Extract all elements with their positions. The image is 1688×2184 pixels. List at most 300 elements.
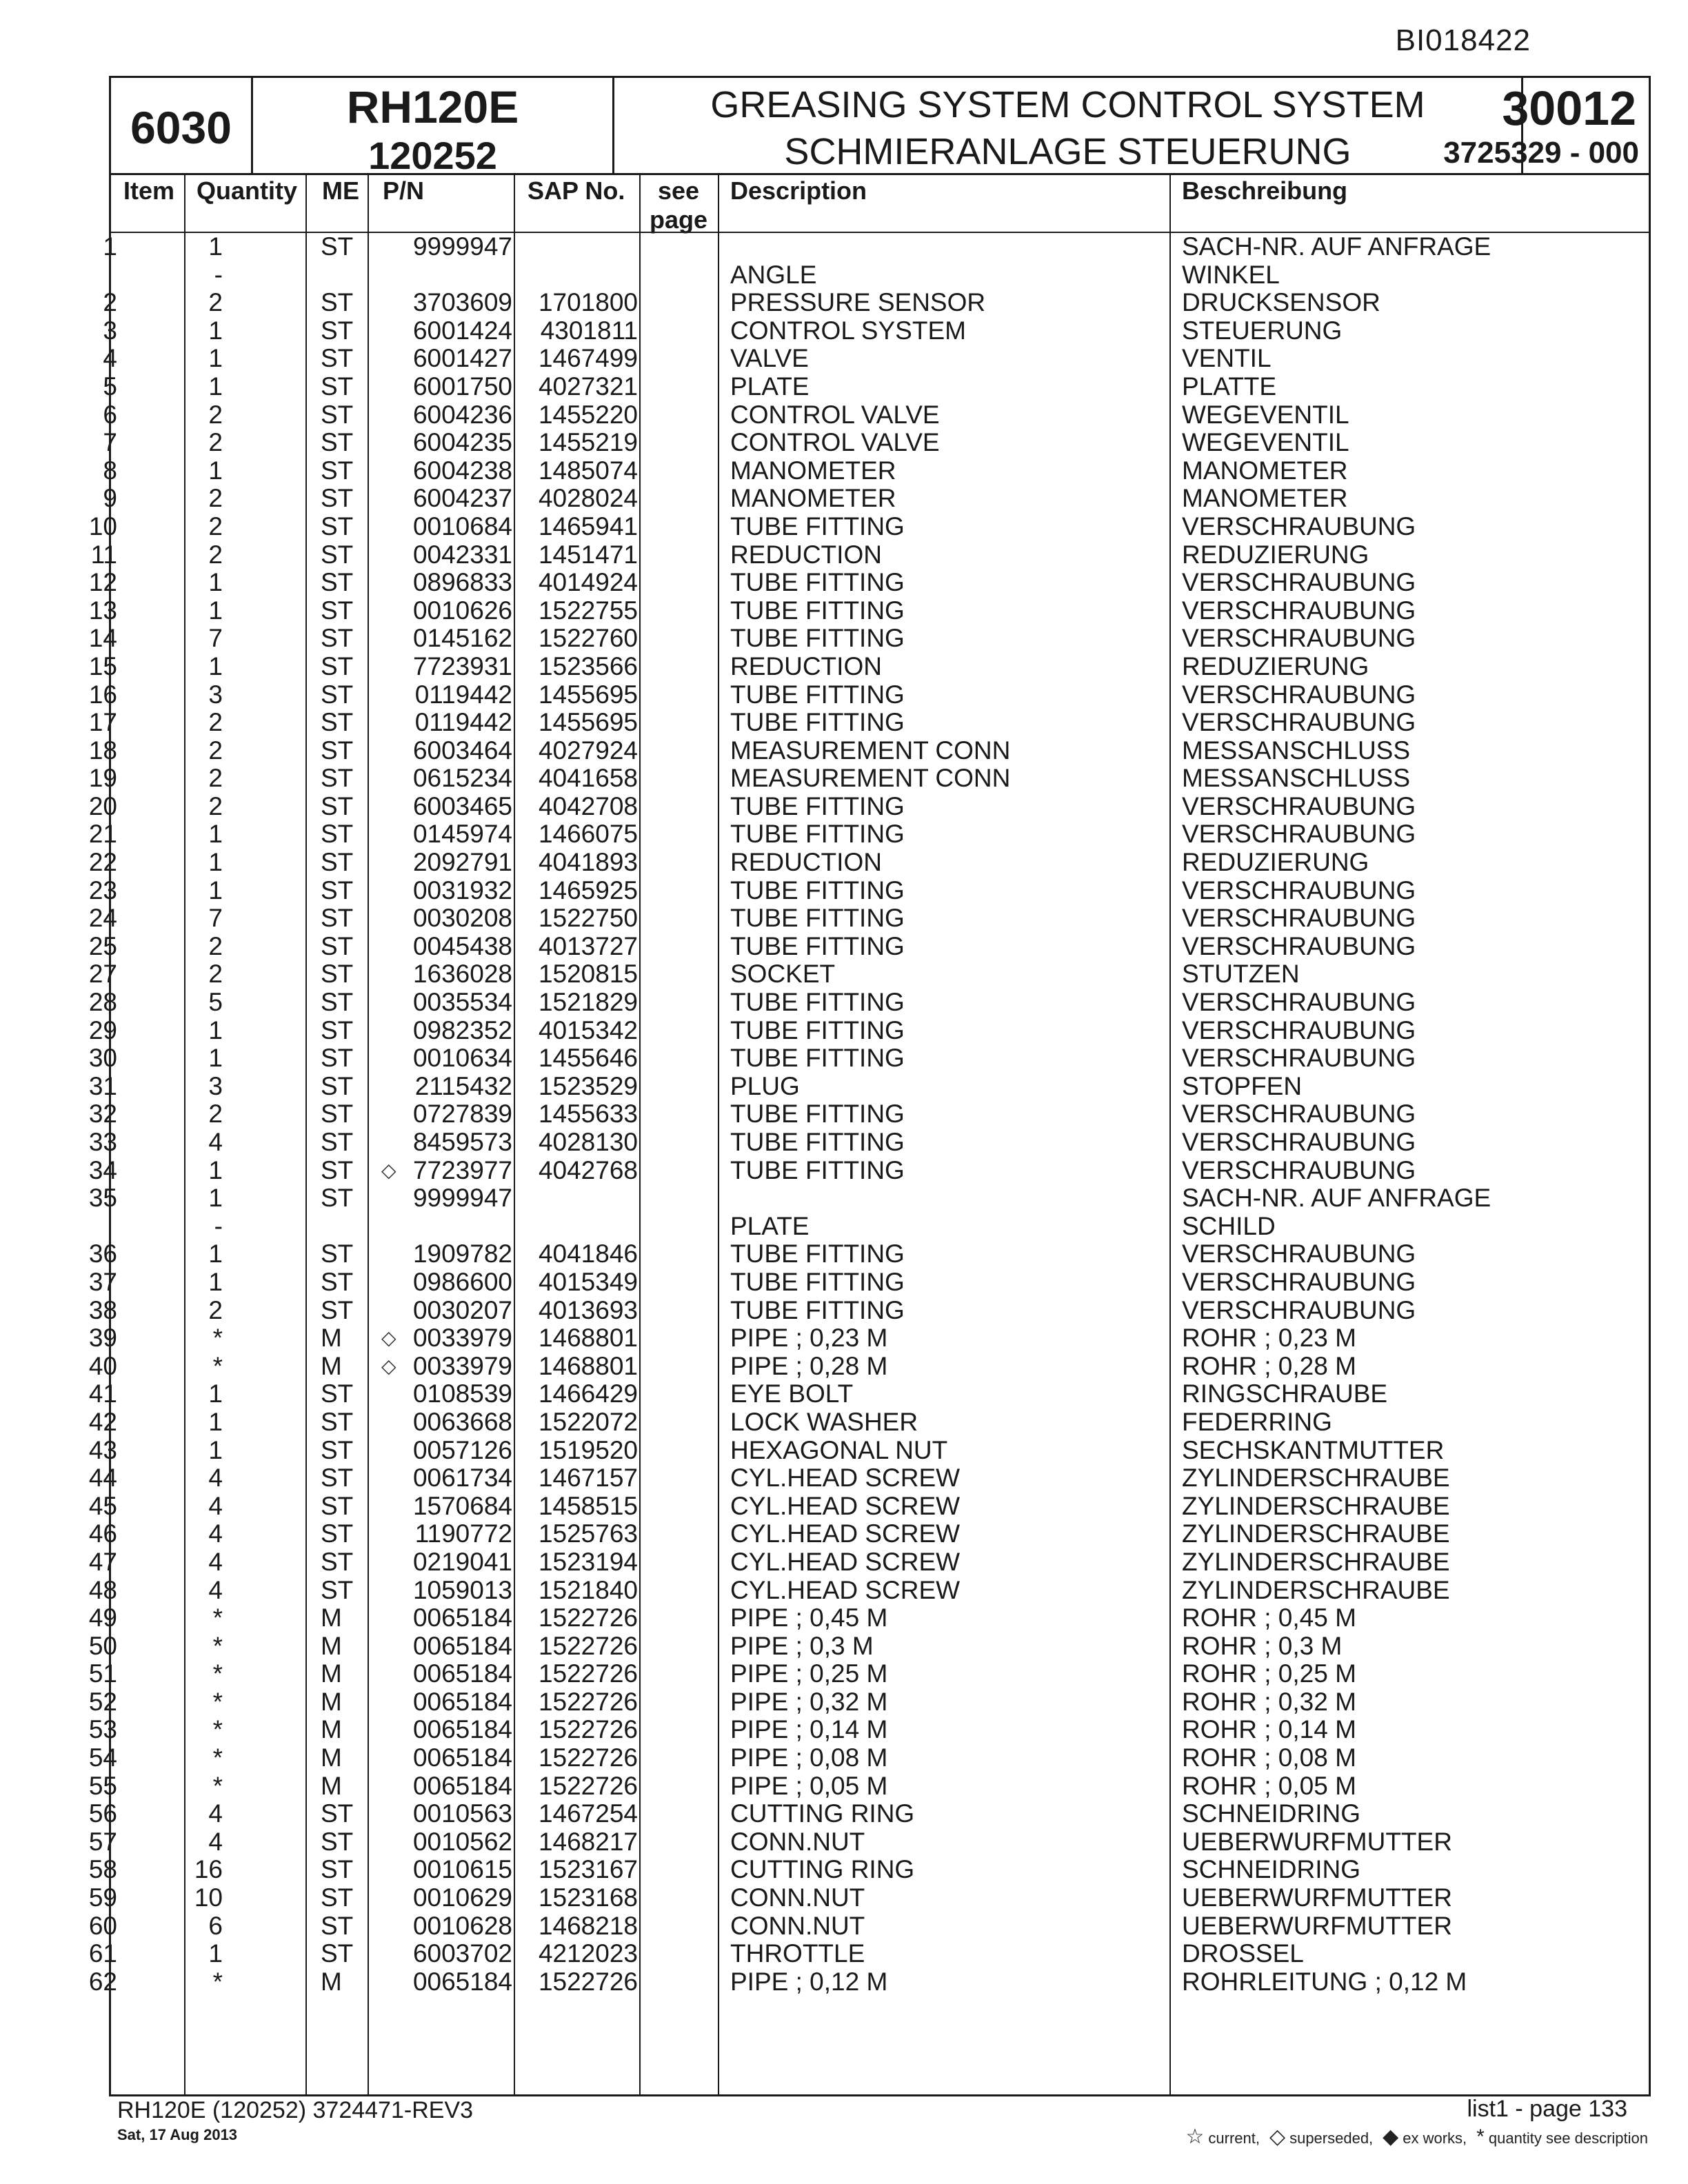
document-id: BI018422 [1395,23,1531,57]
row-item: 59 [88,1883,117,1912]
row-me: ST [321,316,354,345]
table-row [88,1464,1649,1493]
row-sap-number: 1458515 [538,1491,638,1520]
table-row [88,1939,1649,1968]
row-me: M [321,1659,342,1688]
table-row [88,1491,1649,1521]
row-part-number: 0061734 [412,1464,512,1493]
table-row [88,1324,1649,1353]
row-me: ST [321,764,354,793]
row-beschreibung: ROHR ; 0,08 M [1182,1743,1356,1772]
table-row [88,1967,1649,1996]
row-part-number: 9999947 [412,1184,512,1213]
row-item: 60 [88,1911,117,1940]
row-sap-number: 1523194 [538,1547,638,1576]
row-beschreibung: UEBERWURFMUTTER [1182,1827,1452,1856]
row-beschreibung: SCHILD [1182,1211,1276,1240]
table-row [103,372,1649,401]
row-description: PIPE ; 0,32 M [730,1687,888,1716]
row-description: PIPE ; 0,14 M [730,1715,888,1744]
row-item: 29 [88,1015,117,1044]
row-item: 50 [88,1631,117,1660]
row-item: 48 [88,1575,117,1604]
superseded-icon: ◇ [381,1159,396,1181]
row-quantity: 2 [208,960,223,989]
row-item: 6 [103,400,117,429]
table-row [88,1883,1649,1912]
row-quantity: 2 [208,931,223,960]
row-sap-number: 1522750 [538,904,638,933]
table-row [88,904,1649,933]
row-beschreibung: VERSCHRAUBUNG [1182,791,1416,820]
row-part-number: 0065184 [412,1715,512,1744]
row-item: 31 [88,1071,117,1100]
row-sap-number: 1466075 [538,820,638,849]
row-item: 53 [88,1715,117,1744]
row-sap-number: 1467254 [538,1799,638,1828]
star-icon: ☆ [1185,2125,1205,2148]
row-quantity: 1 [208,344,223,373]
model-code-cell [111,78,253,173]
table-row [88,1519,1649,1548]
row-part-number: 0033979 [412,1324,512,1353]
table-row [88,820,1649,849]
row-part-number: 0065184 [412,1743,512,1772]
row-sap-number: 1523168 [538,1883,638,1912]
group-cell [1443,78,1649,173]
row-description: CONN.NUT [730,1911,865,1940]
row-item: 54 [88,1743,117,1772]
row-quantity: 2 [208,791,223,820]
row-description: TUBE FITTING [730,624,905,653]
row-part-number: 6003465 [412,791,512,820]
table-row [88,1799,1649,1828]
row-sap-number: 1485074 [538,456,638,485]
row-part-number: 0065184 [412,1604,512,1632]
row-description: CUTTING RING [730,1855,915,1884]
row-description: SOCKET [730,960,836,989]
row-item: 42 [88,1407,117,1436]
row-part-number: 0045438 [412,931,512,960]
row-sap-number: 1525763 [538,1519,638,1548]
table-row [103,428,1649,457]
row-description: PIPE ; 0,28 M [730,1351,888,1380]
model-name: RH120E [346,81,519,132]
row-item: 39 [88,1324,117,1353]
row-beschreibung: ROHR ; 0,14 M [1182,1715,1356,1744]
row-description: TUBE FITTING [730,1295,905,1324]
row-description: PIPE ; 0,12 M [730,1967,888,1996]
row-description: CYL.HEAD SCREW [730,1575,961,1604]
table-row [88,1295,1649,1325]
row-part-number: 0119442 [414,708,512,737]
row-me: ST [321,1267,354,1296]
row-me: ST [321,484,354,513]
row-sap-number: 1468801 [538,1324,638,1353]
row-description: PIPE ; 0,25 M [730,1659,888,1688]
row-quantity: 2 [208,512,223,540]
row-part-number: 0010615 [412,1855,512,1884]
row-part-number: 1570684 [412,1491,512,1520]
table-row [103,400,1649,429]
table-row [88,596,1649,625]
row-me: ST [321,568,354,597]
row-part-number: 0065184 [412,1771,512,1800]
row-me: ST [321,232,354,261]
row-item: 24 [88,904,117,933]
row-sap-number: 1522755 [538,596,638,625]
row-me: ST [321,680,354,709]
row-description: CONN.NUT [730,1883,865,1912]
row-quantity: 3 [208,1071,223,1100]
row-part-number: 0119442 [414,680,512,709]
row-item: 2 [103,288,117,317]
row-sap-number: 1522726 [538,1659,638,1688]
row-part-number: 6003702 [412,1939,512,1968]
table-row [88,1911,1649,1941]
row-me: ST [321,1827,354,1856]
table-row [88,1071,1649,1101]
row-beschreibung: ZYLINDERSCHRAUBE [1182,1547,1450,1576]
row-sap-number: 4014924 [538,568,638,597]
row-sap-number: 1468217 [538,1827,638,1856]
table-row [88,1855,1649,1884]
row-sap-number: 1468218 [538,1911,638,1940]
row-beschreibung: PLATTE [1182,372,1277,401]
row-quantity: 4 [208,1827,223,1856]
row-me: ST [321,1547,354,1576]
row-sap-number: 4015349 [538,1267,638,1296]
row-beschreibung: VERSCHRAUBUNG [1182,876,1416,904]
row-me: M [321,1631,342,1660]
table-row [88,1771,1649,1801]
row-part-number: 6004235 [412,428,512,457]
title-english: GREASING SYSTEM CONTROL SYSTEM [710,84,1425,125]
row-quantity: * [212,1771,223,1800]
row-part-number: 0010626 [412,596,512,625]
table-row [111,1213,1649,1241]
row-sap-number: 1522726 [538,1631,638,1660]
row-quantity: 1 [208,820,223,849]
legend-superseded: superseded, [1289,2130,1374,2147]
row-item: 11 [90,540,117,569]
row-beschreibung: MESSANSCHLUSS [1182,764,1411,793]
table-row [88,680,1649,709]
row-beschreibung: UEBERWURFMUTTER [1182,1911,1452,1940]
row-item: 22 [88,848,117,877]
row-beschreibung: SCHNEIDRING [1182,1855,1361,1884]
legend [1186,2125,1649,2149]
model-cell [253,78,614,177]
table-row [103,456,1649,485]
col-header-me: ME [322,176,359,205]
title-cell [614,78,1523,173]
row-part-number: 0065184 [412,1631,512,1660]
row-part-number: 0010563 [412,1799,512,1828]
row-description: CUTTING RING [730,1799,915,1828]
row-part-number: 8459573 [412,1128,512,1156]
row-me: ST [321,288,354,317]
row-sap-number: 1455695 [538,708,638,737]
row-sap-number: 1522726 [538,1604,638,1632]
row-description: PLATE [730,372,810,401]
row-me: ST [321,1464,354,1493]
row-quantity: * [212,1631,223,1660]
row-quantity: 1 [208,1155,223,1184]
row-beschreibung: ZYLINDERSCHRAUBE [1182,1519,1450,1548]
row-description: CYL.HEAD SCREW [730,1547,961,1576]
row-part-number: 6001750 [412,372,512,401]
row-me: M [321,1687,342,1716]
row-part-number: 6001427 [412,344,512,373]
row-part-number: 0986600 [412,1267,512,1296]
row-item: 16 [88,680,117,709]
row-beschreibung: ROHR ; 0,32 M [1182,1687,1356,1716]
row-sap-number: 1522726 [538,1743,638,1772]
row-me: ST [321,372,354,401]
row-description: PIPE ; 0,45 M [730,1604,888,1632]
diamond-outline-icon: ◇ [1269,2125,1286,2148]
row-quantity: 4 [208,1491,223,1520]
legend-current: current, [1208,2130,1260,2147]
row-quantity: 1 [208,848,223,877]
row-part-number: 1059013 [412,1575,512,1604]
row-quantity: * [212,1659,223,1688]
table-body [88,232,1649,1996]
row-beschreibung: VERSCHRAUBUNG [1182,931,1416,960]
table-row [88,1547,1649,1577]
row-description: PIPE ; 0,05 M [730,1771,888,1800]
row-item: 1 [103,232,117,261]
row-description: TUBE FITTING [730,988,905,1017]
table-row [88,708,1649,737]
row-quantity: 1 [208,1407,223,1436]
row-item: 62 [88,1967,117,1996]
row-beschreibung: VERSCHRAUBUNG [1182,820,1416,849]
table-row [88,988,1649,1017]
group-number: 30012 [1502,81,1636,135]
row-description: REDUCTION [730,651,882,680]
table-row [88,651,1649,681]
row-beschreibung: STEUERUNG [1182,316,1343,345]
row-description: CYL.HEAD SCREW [730,1464,961,1493]
row-description: PRESSURE SENSOR [730,288,986,317]
row-part-number: 0010634 [412,1044,512,1073]
row-sap-number: 1522726 [538,1771,638,1800]
table-row [88,1407,1649,1437]
row-quantity: 1 [208,596,223,625]
superseded-icon: ◇ [381,1327,396,1349]
row-description: TUBE FITTING [730,1100,905,1129]
row-item: 40 [88,1351,117,1380]
page-number: list1 - page 133 [1467,2096,1627,2122]
row-quantity: 16 [194,1855,223,1884]
row-quantity: 1 [208,1015,223,1044]
row-item: 7 [103,428,117,457]
row-part-number: 1909782 [412,1240,512,1268]
row-me: ST [321,1184,354,1213]
row-beschreibung: VERSCHRAUBUNG [1182,708,1416,737]
table-row [88,960,1649,989]
row-description: TUBE FITTING [730,596,905,625]
row-description: TUBE FITTING [730,820,905,849]
row-beschreibung: VERSCHRAUBUNG [1182,624,1416,653]
row-quantity: * [212,1715,223,1744]
row-sap-number: 4212023 [538,1939,638,1968]
row-sap-number: 4013727 [538,931,638,960]
row-me: M [321,1771,342,1800]
col-header-item: Item [123,176,175,205]
row-quantity: * [212,1324,223,1353]
table-row [88,1351,1649,1381]
row-part-number: 0035534 [412,988,512,1017]
row-part-number: 0145162 [412,624,512,653]
row-description: PLATE [730,1211,810,1240]
row-quantity: 1 [208,1939,223,1968]
row-part-number: 0033979 [412,1351,512,1380]
row-me: ST [321,1295,354,1324]
row-sap-number: 1521840 [538,1575,638,1604]
row-quantity: 2 [208,540,223,569]
row-beschreibung: SCHNEIDRING [1182,1799,1361,1828]
row-part-number: 2115432 [414,1071,512,1100]
row-beschreibung: SACH-NR. AUF ANFRAGE [1182,232,1491,261]
row-me: ST [321,1100,354,1129]
row-description: CONN.NUT [730,1827,865,1856]
row-quantity: 1 [208,1240,223,1268]
parts-table [88,175,1651,2096]
row-part-number: 0108539 [412,1379,512,1408]
row-description: TUBE FITTING [730,876,905,904]
row-part-number: 0030207 [412,1295,512,1324]
row-quantity: 2 [208,484,223,513]
row-quantity: 1 [208,372,223,401]
footer-reference: RH120E (120252) 3724471-REV3 [117,2097,474,2123]
row-item: 27 [88,960,117,989]
row-beschreibung: MANOMETER [1182,456,1348,485]
row-sap-number: 4028130 [538,1128,638,1156]
row-part-number: 0065184 [412,1687,512,1716]
row-sap-number: 4042708 [538,791,638,820]
table-row [88,848,1649,877]
row-quantity: 5 [208,988,223,1017]
col-header-beschreibung: Beschreibung [1182,176,1348,205]
row-description: LOCK WASHER [730,1407,918,1436]
row-beschreibung: STUTZEN [1182,960,1300,989]
row-sap-number: 4013693 [538,1295,638,1324]
row-part-number: 1190772 [414,1519,512,1548]
row-beschreibung: FEDERRING [1182,1407,1332,1436]
row-beschreibung: ROHR ; 0,3 M [1182,1631,1343,1660]
row-quantity: 1 [208,1044,223,1073]
row-sap-number: 1465941 [538,512,638,540]
row-me: ST [321,876,354,904]
row-quantity: * [212,1743,223,1772]
row-part-number: 0057126 [412,1435,512,1464]
row-part-number: 0727839 [412,1100,512,1129]
row-beschreibung: ROHRLEITUNG ; 0,12 M [1182,1967,1467,1996]
row-me: ST [321,428,354,457]
row-quantity: 1 [208,316,223,345]
row-part-number: 0010628 [412,1911,512,1940]
row-quantity: 4 [208,1464,223,1493]
row-quantity: 2 [208,428,223,457]
row-me: ST [321,820,354,849]
row-beschreibung: SECHSKANTMUTTER [1182,1435,1445,1464]
row-part-number: 6004236 [412,400,512,429]
row-description: MANOMETER [730,484,896,513]
row-sap-number: 1467157 [538,1464,638,1493]
model-code: 6030 [130,102,232,153]
row-item: 45 [88,1491,117,1520]
title-german: SCHMIERANLAGE STEUERUNG [784,131,1352,172]
row-quantity: 1 [208,232,223,261]
row-item: 32 [88,1100,117,1129]
row-part-number: 0896833 [412,568,512,597]
row-beschreibung: DRUCKSENSOR [1182,288,1380,317]
row-item: 35 [88,1184,117,1213]
row-beschreibung: VERSCHRAUBUNG [1182,988,1416,1017]
table-row [88,1743,1649,1772]
row-sap-number: 1522072 [538,1407,638,1436]
row-item: 56 [88,1799,117,1828]
row-description: VALVE [730,344,809,373]
row-description: HEXAGONAL NUT [730,1435,948,1464]
row-beschreibung: VERSCHRAUBUNG [1182,1240,1416,1268]
row-sap-number: 4301811 [540,316,638,345]
row-beschreibung: VERSCHRAUBUNG [1182,596,1416,625]
table-row [88,1100,1649,1129]
table-row [103,484,1649,513]
row-me: ST [321,512,354,540]
row-me: ST [321,708,354,737]
row-quantity: 1 [208,1379,223,1408]
row-part-number: 0065184 [412,1967,512,1996]
row-sap-number: 1523167 [538,1855,638,1884]
row-sap-number: 1455219 [538,428,638,457]
row-beschreibung: VENTIL [1182,344,1272,373]
row-beschreibung: VERSCHRAUBUNG [1182,1295,1416,1324]
row-description: TUBE FITTING [730,512,905,540]
row-item: 61 [88,1939,117,1968]
row-quantity: 3 [208,680,223,709]
row-part-number: 2092791 [412,848,512,877]
row-me: ST [321,1379,354,1408]
row-beschreibung: ZYLINDERSCHRAUBE [1182,1575,1450,1604]
row-me: ST [321,1155,354,1184]
row-part-number: 9999947 [412,232,512,261]
row-part-number: 0063668 [412,1407,512,1436]
row-beschreibung: ZYLINDERSCHRAUBE [1182,1491,1450,1520]
row-part-number: 7723931 [412,651,512,680]
table-row [88,1044,1649,1073]
model-number: 120252 [368,134,497,177]
table-row [88,931,1649,961]
row-me: ST [321,540,354,569]
table-row [88,1379,1649,1408]
row-description: TUBE FITTING [730,1015,905,1044]
row-beschreibung: MESSANSCHLUSS [1182,736,1411,765]
row-quantity: 4 [208,1575,223,1604]
row-description: PIPE ; 0,08 M [730,1743,888,1772]
table-row [88,1827,1649,1857]
row-me: ST [321,400,354,429]
row-beschreibung: REDUZIERUNG [1182,540,1369,569]
row-quantity: 1 [208,568,223,597]
row-part-number: 3703609 [412,288,512,317]
row-beschreibung: MANOMETER [1182,484,1348,513]
table-row [88,736,1649,765]
